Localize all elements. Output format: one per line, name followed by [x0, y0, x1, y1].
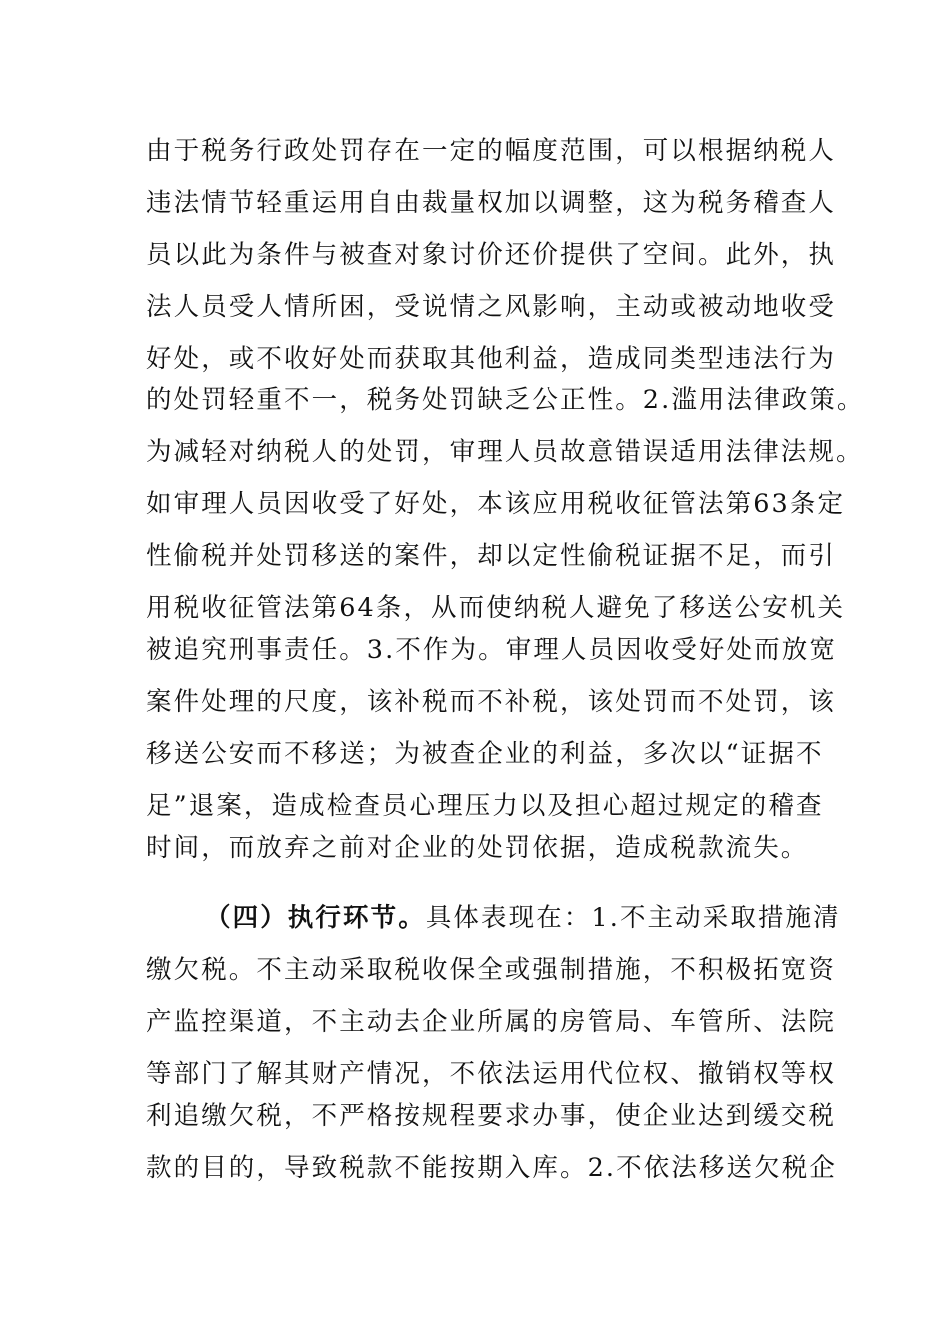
paragraph-line: 用税收征管法第64条，从而使纳税人避免了移送公安机关 [146, 593, 846, 623]
paragraph-line: 被追究刑事责任。3.不作为。审理人员因收受好处而放宽 [146, 635, 837, 665]
paragraph-line: 员以此为条件与被查对象讨价还价提供了空间。此外，执 [146, 240, 837, 270]
section-heading-line [205, 898, 841, 938]
paragraph-line: 法人员受人情所困，受说情之风影响，主动或被动地收受 [146, 292, 837, 322]
paragraph-line: 等部门了解其财产情况，不依法运用代位权、撤销权等权 [146, 1059, 837, 1089]
paragraph-line: 违法情节轻重运用自由裁量权加以调整，这为税务稽查人 [146, 188, 837, 218]
paragraph-line: 好处，或不收好处而获取其他利益，造成同类型违法行为 [146, 344, 837, 374]
paragraph-line: 产监控渠道，不主动去企业所属的房管局、车管所、法院 [146, 1007, 837, 1037]
paragraph-line: 的处罚轻重不一，税务处罚缺乏公正性。2.滥用法律政策。 [146, 385, 865, 415]
paragraph-line: 时间，而放弃之前对企业的处罚依据，造成税款流失。 [146, 833, 809, 863]
paragraph-line: 款的目的，导致税款不能按期入库。2.不依法移送欠税企 [146, 1153, 837, 1183]
paragraph-line: 为减轻对纳税人的处罚，审理人员故意错误适用法律法规。 [146, 437, 864, 467]
section-heading-text: 具体表现在：1.不主动采取措施清 [425, 903, 841, 933]
paragraph-line: 利追缴欠税，不严格按规程要求办事，使企业达到缓交税 [146, 1101, 837, 1131]
paragraph-line: 案件处理的尺度，该补税而不补税，该处罚而不处罚，该 [146, 687, 837, 717]
paragraph-line: 性偷税并处罚移送的案件，却以定性偷税证据不足，而引 [146, 541, 837, 571]
paragraph-line: 如审理人员因收受了好处，本该应用税收征管法第63条定 [146, 489, 846, 519]
paragraph-line: 由于税务行政处罚存在一定的幅度范围，可以根据纳税人 [146, 136, 837, 166]
paragraph-line: 缴欠税。不主动采取税收保全或强制措施，不积极拓宽资 [146, 955, 837, 985]
paragraph-line: 足”退案，造成检查员心理压力以及担心超过规定的稽查 [146, 791, 824, 821]
paragraph-line: 移送公安而不移送；为被查企业的利益，多次以“证据不 [146, 739, 824, 769]
section-heading: （四）执行环节。 [205, 903, 426, 933]
